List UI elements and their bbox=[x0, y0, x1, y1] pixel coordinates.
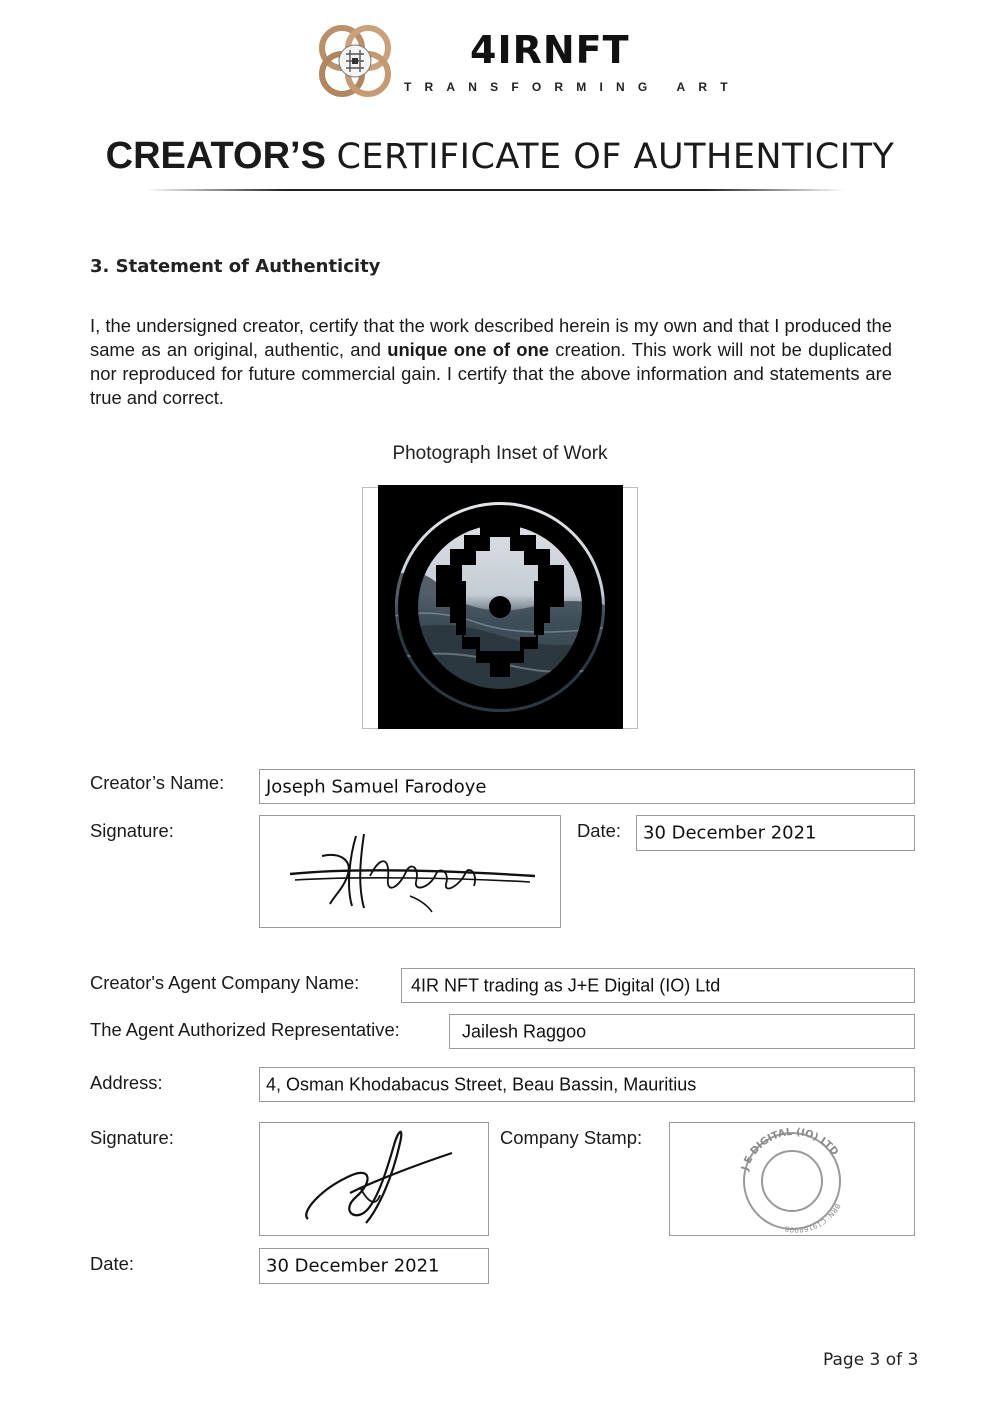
agent-signature-box[interactable] bbox=[259, 1122, 489, 1236]
agent-date-value: 30 December 2021 bbox=[266, 1255, 440, 1277]
creator-signature-label: Signature: bbox=[90, 820, 174, 841]
section-heading: 3. Statement of Authenticity bbox=[90, 256, 381, 277]
agent-representative-field[interactable] bbox=[449, 1014, 915, 1049]
company-stamp-brn: BRN: C19168008 bbox=[784, 1201, 842, 1234]
agent-stamp-label: Company Stamp: bbox=[500, 1127, 643, 1148]
agent-date-label: Date: bbox=[90, 1253, 134, 1274]
title-divider bbox=[145, 189, 845, 191]
svg-text:BRN: C19168008 bbox=[784, 1202, 841, 1234]
creator-name-field[interactable] bbox=[259, 769, 915, 804]
agent-address-field[interactable] bbox=[259, 1067, 915, 1102]
page-title-bold: CREATOR’S bbox=[105, 135, 326, 177]
agent-company-value: 4IR NFT trading as J+E Digital (IO) Ltd bbox=[411, 975, 721, 995]
agent-address-value: 4, Osman Khodabacus Street, Beau Bassin, Mauritius bbox=[266, 1074, 697, 1094]
creator-date-field[interactable] bbox=[636, 815, 915, 851]
agent-representative-label: The Agent Authorized Representative: bbox=[90, 1019, 400, 1040]
agent-company-field[interactable] bbox=[401, 968, 915, 1003]
artwork-photo bbox=[378, 485, 623, 729]
creator-date-label: Date: bbox=[577, 820, 621, 841]
statement-part-2: creation. This work will not be duplicated nor reproduced for future commercial gain. I certify that the above information and statements are true and correct. bbox=[90, 339, 892, 408]
agent-stamp-box[interactable] bbox=[669, 1122, 915, 1236]
creator-date-value: 30 December 2021 bbox=[643, 822, 817, 844]
statement-paragraph bbox=[90, 314, 892, 410]
page-title-rest: CERTIFICATE OF AUTHENTICITY bbox=[336, 137, 895, 177]
statement-bold: unique one of one bbox=[387, 339, 550, 360]
creator-signature-image bbox=[260, 816, 560, 927]
photo-caption: Photograph Inset of Work bbox=[392, 443, 608, 464]
company-stamp-text: J E DIGITAL (IO) LTD bbox=[739, 1126, 841, 1172]
company-stamp-image bbox=[670, 1123, 914, 1235]
page-number: Page 3 of 3 bbox=[823, 1350, 919, 1370]
creator-name-label: Creator’s Name: bbox=[90, 772, 225, 793]
statement-part-1: I, the undersigned creator, certify that the work described herein is my own and that I produced the same as an original, authentic, and bbox=[90, 315, 892, 360]
brand-logo-icon bbox=[316, 22, 394, 100]
agent-signature-image bbox=[260, 1123, 488, 1235]
svg-text:J E DIGITAL (IO) LTD bbox=[740, 1127, 841, 1173]
agent-date-field[interactable] bbox=[259, 1248, 489, 1284]
brand-name: 4IRNFT bbox=[470, 28, 630, 72]
agent-address-label: Address: bbox=[90, 1072, 163, 1093]
agent-representative-value: Jailesh Raggoo bbox=[462, 1021, 587, 1041]
brand-tagline: TRANSFORMING ART bbox=[404, 80, 741, 94]
agent-signature-label: Signature: bbox=[90, 1127, 174, 1148]
creator-name-value: Joseph Samuel Farodoye bbox=[266, 776, 487, 797]
creator-signature-box[interactable] bbox=[259, 815, 561, 928]
page-title bbox=[0, 132, 1000, 181]
agent-company-label: Creator's Agent Company Name: bbox=[90, 972, 360, 993]
